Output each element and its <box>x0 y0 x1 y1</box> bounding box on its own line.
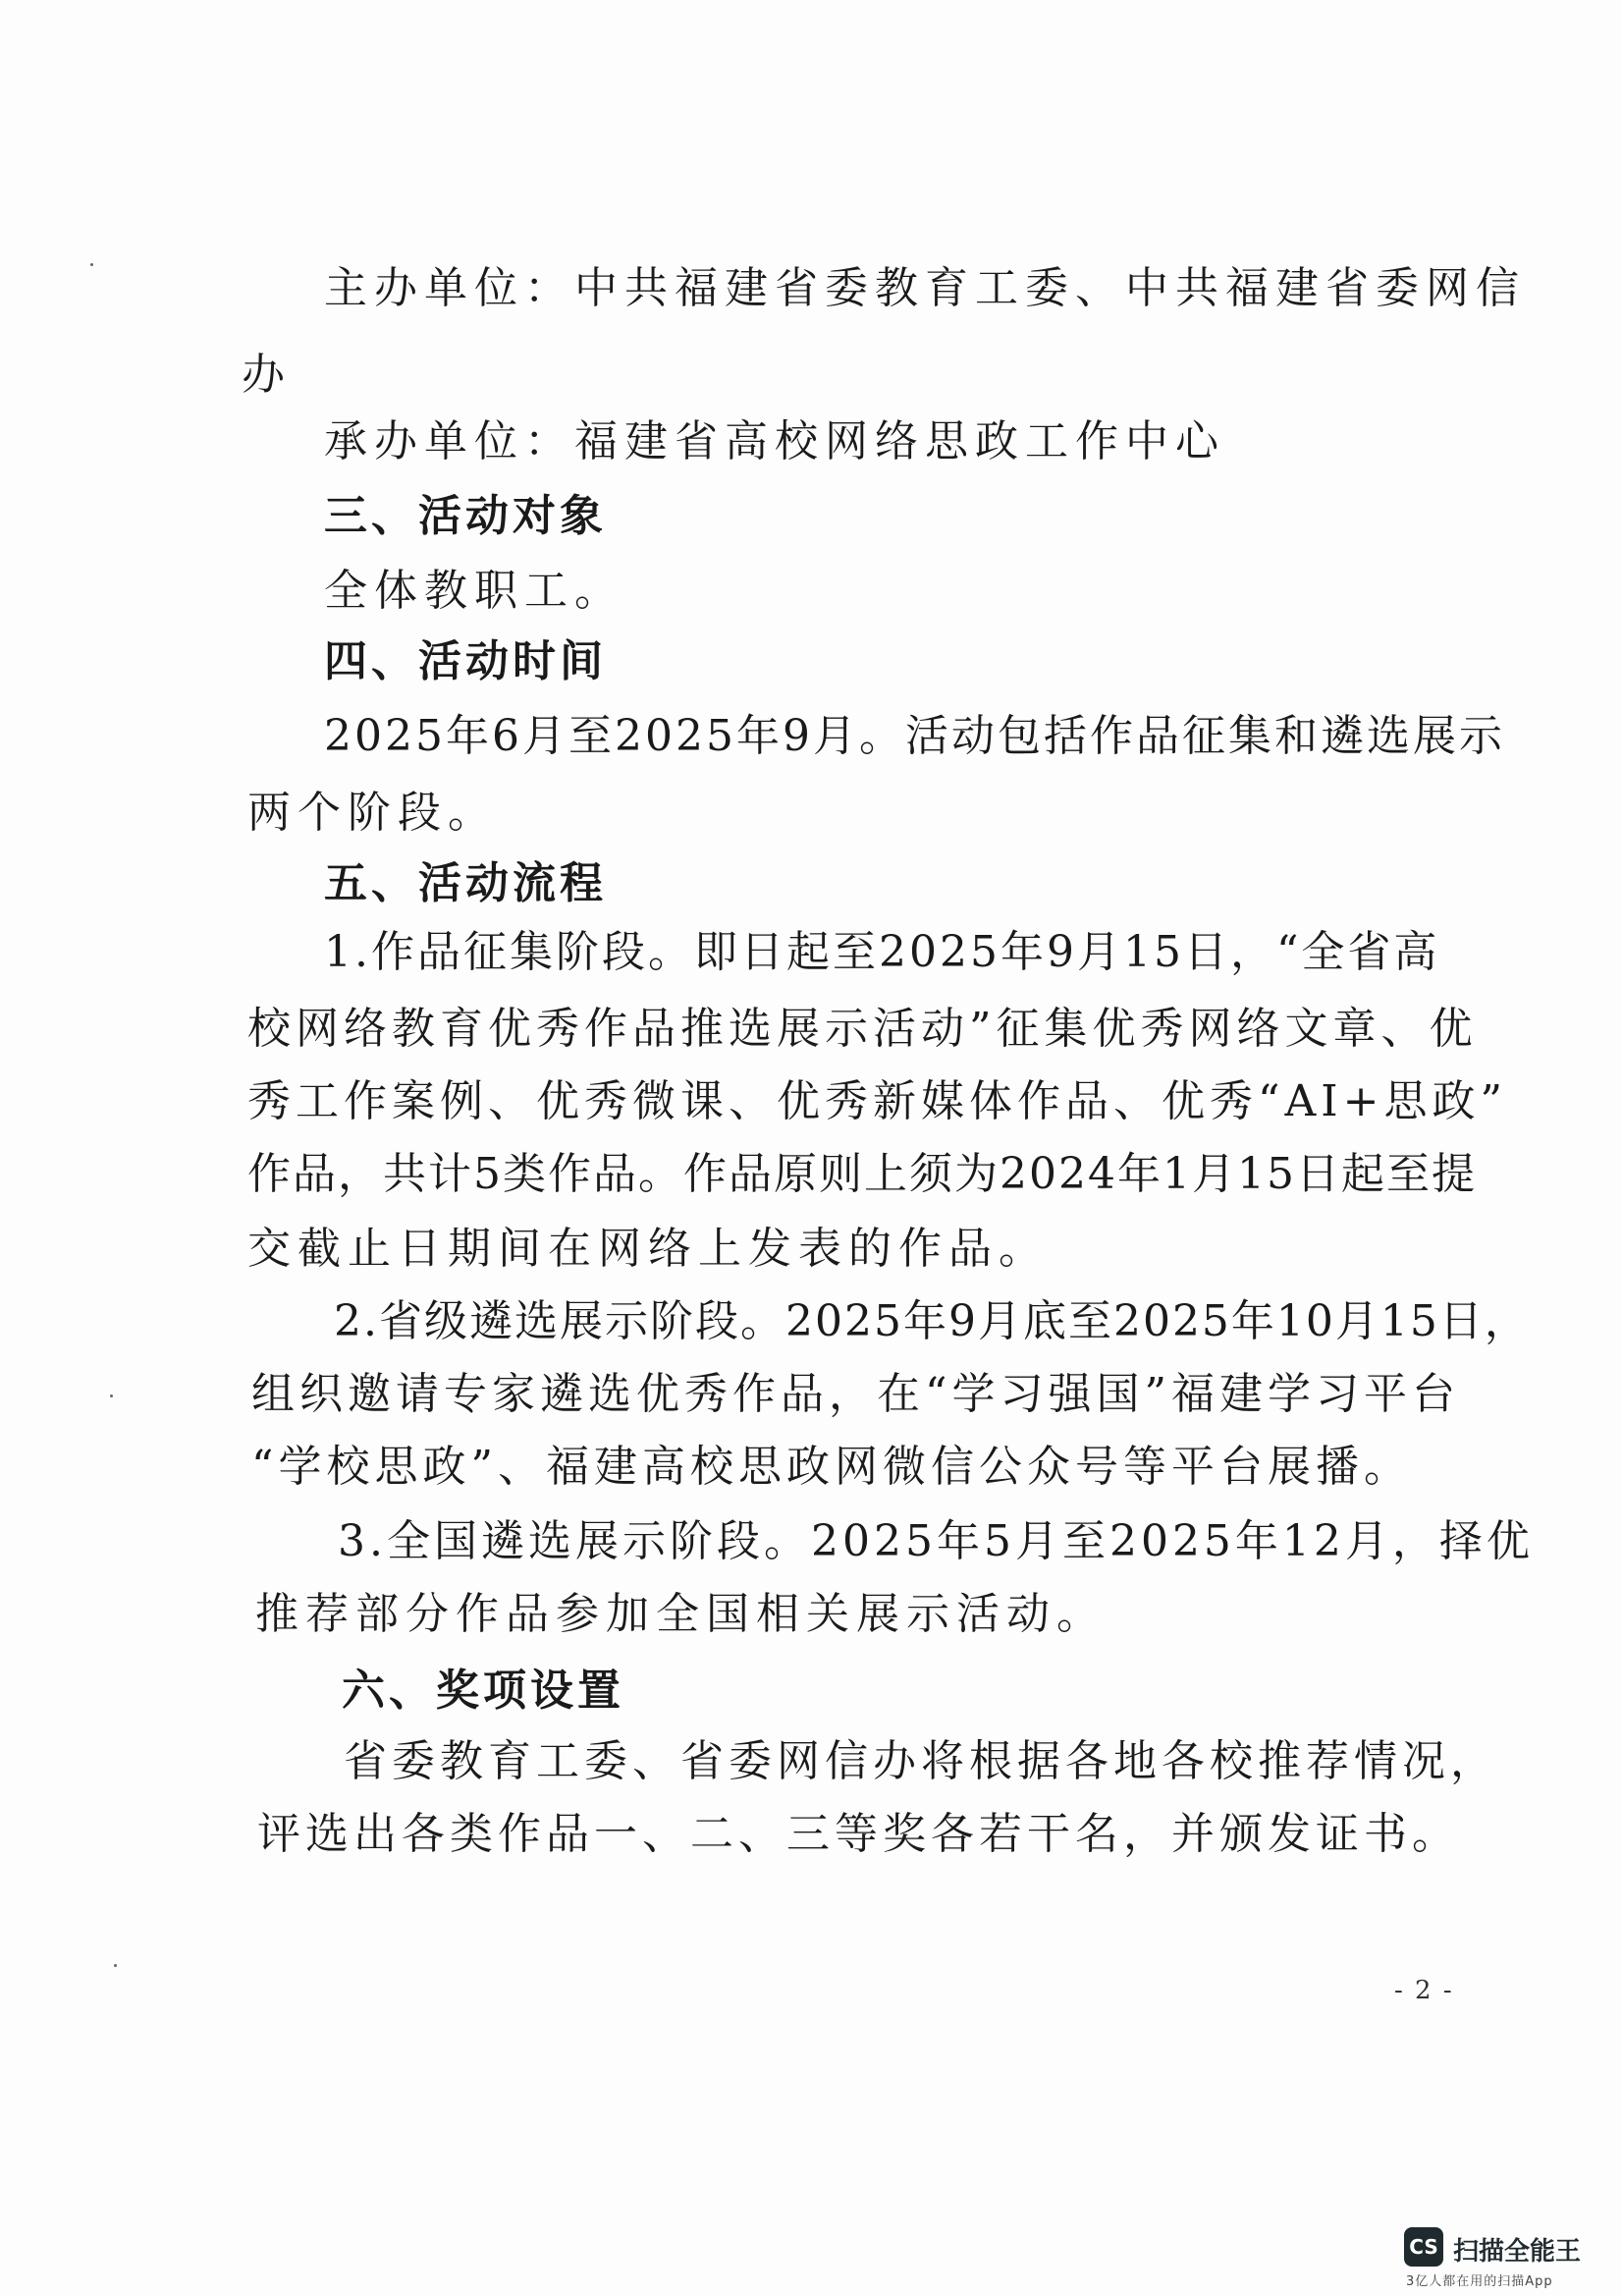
process-step-1-line-1: 1.作品征集阶段。即日起至2025年9月15日，“全省高 <box>324 927 1440 977</box>
process-step-3-line-2: 推荐部分作品参加全国相关展示活动。 <box>255 1589 1107 1639</box>
section-heading-process: 五、活动流程 <box>324 858 607 908</box>
target-audience-text: 全体教职工。 <box>324 566 624 616</box>
scanner-tagline: 3亿人都在用的扫描App <box>1406 2274 1553 2289</box>
process-step-1-line-5: 交截止日期间在网络上发表的作品。 <box>247 1224 1049 1274</box>
process-step-3-line-1: 3.全国遴选展示阶段。2025年5月至2025年12月，择优 <box>338 1516 1534 1566</box>
section-heading-target: 三、活动对象 <box>324 491 607 541</box>
page-number: - 2 - <box>1394 1976 1454 2005</box>
scanner-logo-icon: CS <box>1404 2227 1443 2267</box>
scan-speck <box>90 263 93 266</box>
section-heading-awards: 六、奖项设置 <box>342 1666 624 1716</box>
scanner-watermark <box>1404 2227 1600 2289</box>
awards-text-line-2: 评选出各类作品一、二、三等奖各若干名，并颁发证书。 <box>257 1809 1460 1859</box>
awards-text-line-1: 省委教育工委、省委网信办将根据各地各校推荐情况， <box>344 1736 1498 1786</box>
process-step-1-line-4: 作品，共计5类作品。作品原则上须为2024年1月15日起至提 <box>247 1149 1477 1199</box>
co-organizer-line: 承办单位：福建省高校网络思政工作中心 <box>324 416 1225 466</box>
scan-speck <box>110 1394 113 1397</box>
process-step-2-line-2: 组织邀请专家遴选优秀作品，在“学习强国”福建学习平台 <box>251 1369 1460 1419</box>
process-step-2-line-1: 2.省级遴选展示阶段。2025年9月底至2025年10月15日， <box>334 1296 1530 1346</box>
organizer-line: 主办单位：中共福建省委教育工委、中共福建省委网信 <box>324 263 1526 313</box>
scanner-app-name: 扫描全能王 <box>1453 2237 1582 2267</box>
scan-speck <box>114 1964 117 1967</box>
process-step-2-line-3: “学校思政”、福建高校思政网微信公众号等平台展播。 <box>251 1442 1412 1492</box>
process-step-1-line-3: 秀工作案例、优秀微课、优秀新媒体作品、优秀“AI+思政” <box>247 1076 1508 1126</box>
section-heading-time: 四、活动时间 <box>324 636 607 686</box>
process-step-1-line-2: 校网络教育优秀作品推选展示活动”征集优秀网络文章、优 <box>247 1004 1478 1054</box>
time-text-line-1: 2025年6月至2025年9月。活动包括作品征集和遴选展示 <box>324 711 1505 761</box>
organizer-line-continued: 办 <box>242 350 292 400</box>
time-text-line-2: 两个阶段。 <box>247 788 498 838</box>
